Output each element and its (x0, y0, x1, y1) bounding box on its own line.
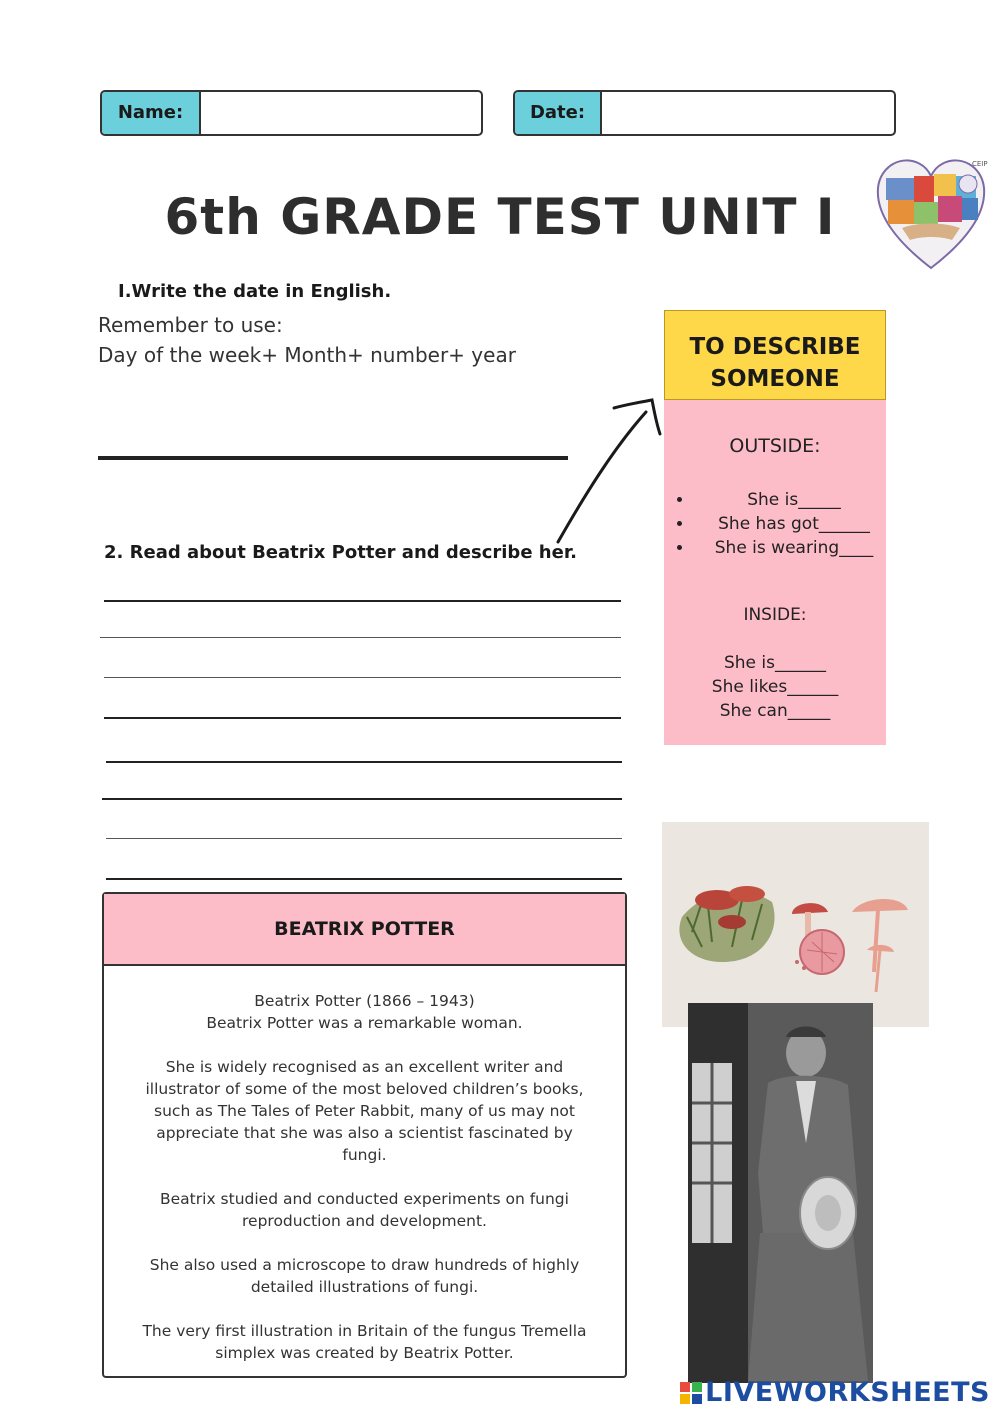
liveworksheets-logo (680, 1377, 990, 1408)
outside-item: • She has got______ (694, 512, 894, 536)
describe-box-body (664, 400, 886, 745)
beatrix-intro: Beatrix Potter was a remarkable woman. (206, 1014, 523, 1032)
page-title: 6th GRADE TEST UNIT I (164, 188, 836, 246)
section1-heading: I.Write the date in English. (118, 281, 392, 302)
describe-title-line1: TO DESCRIBE (689, 334, 861, 360)
answer-line[interactable] (100, 637, 621, 638)
section2-heading: 2. Read about Beatrix Potter and describe her. (104, 542, 577, 563)
answer-line[interactable] (106, 878, 622, 880)
answer-line[interactable] (106, 761, 622, 763)
answer-line[interactable] (106, 838, 622, 839)
beatrix-paragraph: Beatrix studied and conducted experiments on fungi reproduction and development. (160, 1190, 569, 1230)
outside-list (674, 488, 894, 560)
describe-box-header (664, 310, 886, 400)
svg-text:CEIP: CEIP (972, 160, 988, 168)
date-formula-text: Day of the week+ Month+ number+ year (98, 343, 516, 367)
outside-label: OUTSIDE: (729, 435, 821, 457)
answer-line[interactable] (104, 600, 621, 602)
beatrix-portrait-photo (688, 1003, 873, 1383)
beatrix-text (134, 990, 595, 1386)
remember-text: Remember to use: (98, 313, 283, 337)
beatrix-paragraph: She is widely recognised as an excellent writer and illustrator of some of the most beloved children’s books, such as The Tales of Peter Rabbit, many of us may not appreciate that she was also a scientist fascinated by fungi. (145, 1058, 584, 1164)
answer-line[interactable] (102, 798, 622, 800)
date-label: Date: (515, 92, 602, 134)
date-answer-line[interactable] (98, 456, 568, 460)
outside-item: • She is wearing____ (694, 536, 894, 560)
name-input[interactable] (201, 92, 481, 134)
liveworksheets-brand-text: LIVEWORKSHEETS (705, 1377, 990, 1408)
date-input[interactable] (602, 92, 894, 134)
inside-item: She is______ (723, 653, 826, 673)
name-field (100, 90, 483, 136)
beatrix-paragraph: The very first illustration in Britain of the fungus Tremella simplex was created by Beatrix Potter. (142, 1322, 587, 1362)
answer-line[interactable] (104, 677, 621, 678)
beatrix-title: BEATRIX POTTER (104, 894, 625, 966)
curved-arrow-icon (552, 390, 664, 550)
fungi-illustration (662, 822, 929, 1027)
beatrix-potter-box (102, 892, 627, 1378)
inside-item: She likes______ (711, 677, 839, 697)
liveworksheets-badge-icon (680, 1382, 702, 1404)
outside-item: • She is_____ (694, 488, 894, 512)
name-label: Name: (102, 92, 201, 134)
beatrix-dates: Beatrix Potter (1866 – 1943) (254, 992, 475, 1010)
date-field (513, 90, 896, 136)
beatrix-paragraph: She also used a microscope to draw hundreds of highly detailed illustrations of fungi. (149, 1256, 580, 1296)
describe-title-line2: SOMEONE (710, 366, 840, 392)
answer-line[interactable] (104, 717, 621, 719)
inside-item: She can_____ (719, 701, 831, 721)
inside-label: INSIDE: (743, 605, 807, 625)
